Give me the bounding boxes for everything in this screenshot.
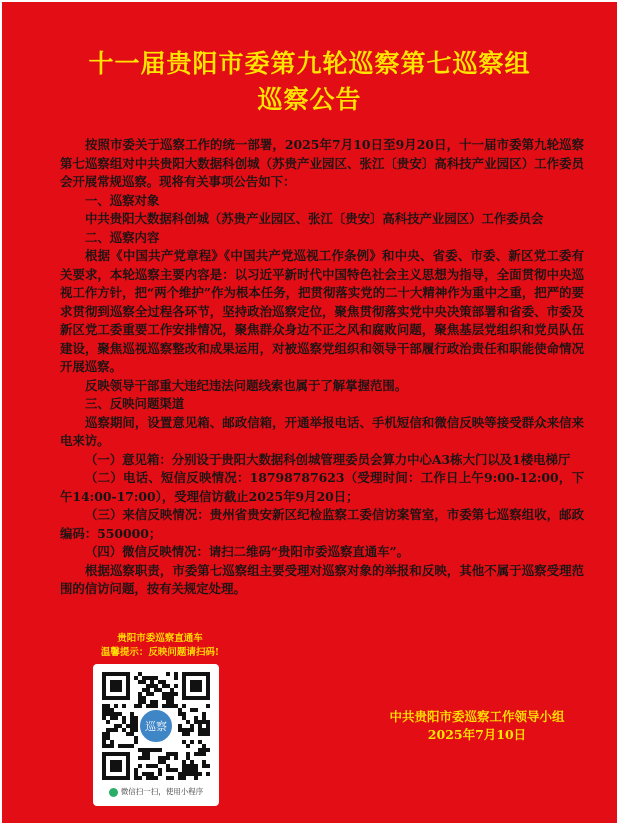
wechat-icon [109,788,118,797]
announcement-paragraph: 二、巡察内容 [85,229,160,245]
announcement-paragraph: 巡察期间，设置意见箱、邮政信箱，开通举报电话、手机短信和微信反映等接受群众来信来电来访。 [60,414,584,448]
announcement-paragraph: 反映领导干部重大违纪违法问题线索也属于了解掌握范围。 [85,377,408,393]
announcement-paragraph: （一）意见箱：分别设于贵阳大数据科创城管理委员会算力中心A3栋大门以及1楼电梯厅 [85,451,571,467]
announcement-paragraph: 根据巡察职责，市委第七巡察组主要受理对巡察对象的举报和反映，其他不属于巡察受理范围的信访问题，按有关规定处理。 [60,562,584,596]
announcement-poster [2,2,617,823]
announcement-paragraph: 一、巡察对象 [85,192,160,208]
announcement-paragraph: 中共贵阳大数据科创城（苏贵产业园区、张江〔贵安〕高科技产业园区）工作委员会 [85,211,544,226]
signature-date: 2025年7月10日 [427,727,527,742]
qr-hint-text: 微信扫一扫，使用小程序 [120,787,204,796]
announcement-body [60,136,584,599]
signature-block [372,708,582,744]
qr-caption-tip: 温馨提示：反映问题请扫码! [100,647,220,658]
announcement-paragraph: 按照市委关于巡察工作的统一部署，2025年7月10日至9月20日，十一届市委第九轮巡察第七巡察组对中共贵阳大数据科创城（苏贵产业园区、张江〔贵安〕高科技产业园区）工作委员会开展常规巡察。现将有关事项公告如下： [60,137,584,189]
qr-card[interactable] [93,664,219,806]
announcement-paragraph: （四）微信反映情况：请扫二维码“贵阳市委巡察直通车”。 [85,544,410,559]
signature-org: 中共贵阳市委巡察工作领导小组 [389,709,565,724]
qr-hint [93,786,219,797]
announcement-paragraph: （二）电话、短信反映情况：18798787623（受理时间：工作日上午9:00-12:00，下午14:00-17:00），受理信访截止2025年9月20日； [60,470,584,504]
announcement-paragraph: 根据《中国共产党章程》《中国共产党巡视工作条例》和中央、省委、市委、新区党工委有关要求，本轮巡察主要内容是：以习近平新时代中国特色社会主义思想为指导，全面贯彻中央巡视工作方针，把“两个维护”作为根本任务，把贯彻落实党的二十大精神作为重中之重，把严的要求贯彻到巡察全过程各环节，坚持政治巡察定位，聚焦贯彻落实党中央决策部署和省委、市委及新区党工委重要工作安排情况，聚焦群众身边不正之风和腐败问题，聚焦基层党组织和党员队伍建设，聚焦巡视巡察整改和成果运用，对被巡察党组织和领导干部履行政治责任和职能使命情况开展巡察。 [60,248,584,374]
qr-center-label: 巡察 [145,720,167,733]
announcement-paragraph: （三）来信反映情况：贵州省贵安新区纪检监察工委信访案管室，市委第七巡察组收，邮政编码：550000； [60,507,584,541]
qr-code-icon[interactable] [102,672,210,780]
announcement-paragraph: 三、反映问题渠道 [85,396,185,411]
title-line-2: 巡察公告 [257,85,362,114]
qr-caption-title: 贵阳市委巡察直通车 [117,633,203,644]
title-line-1: 十一届贵阳市委第九轮巡察第七巡察组 [88,49,531,78]
